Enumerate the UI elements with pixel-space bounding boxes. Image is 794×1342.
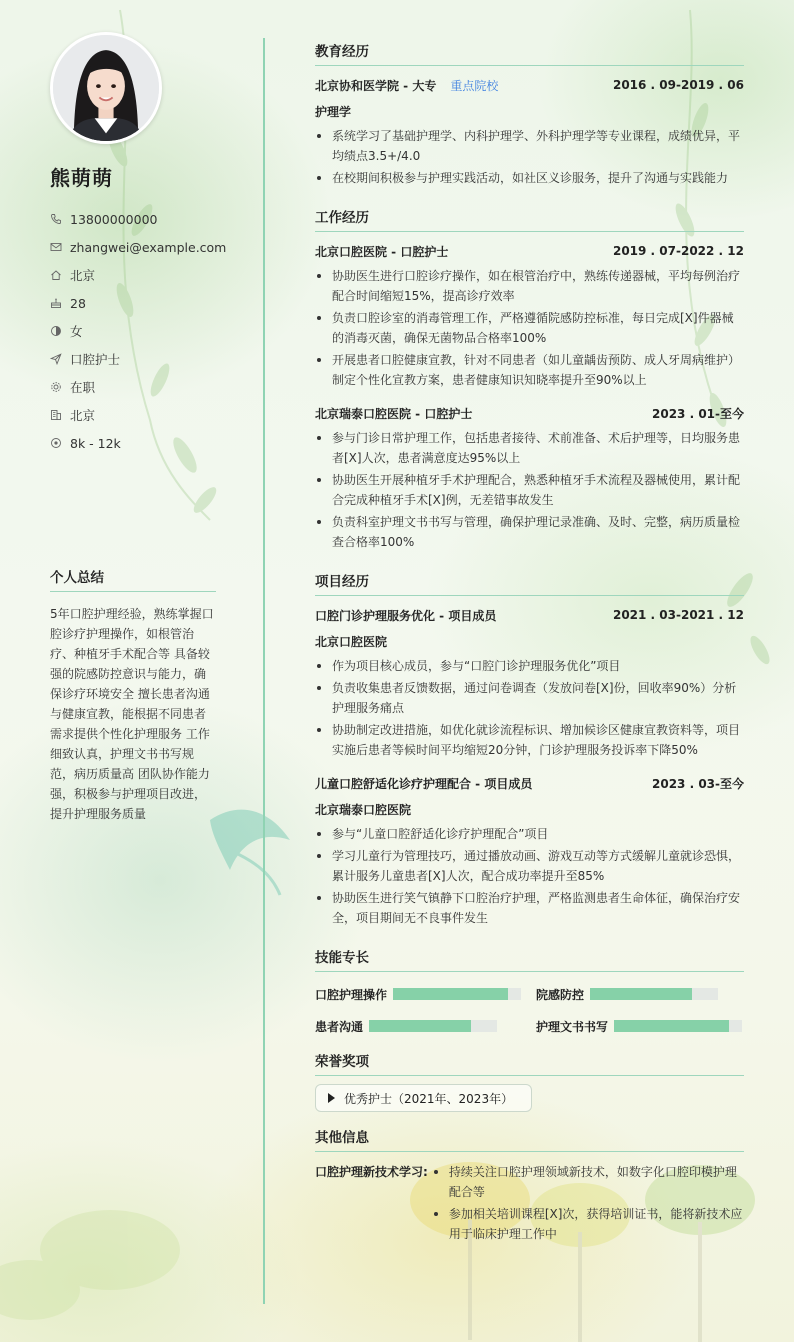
work-title: 工作经历 <box>315 206 744 232</box>
other-title: 其他信息 <box>315 1126 744 1152</box>
list-item: 作为项目核心成员，参与“口腔门诊护理服务优化”项目 <box>315 656 744 676</box>
gender-text: 女 <box>70 324 83 339</box>
education-section <box>315 40 744 188</box>
skill-item <box>315 1016 536 1036</box>
skill-bar <box>369 1020 497 1032</box>
list-item: 负责收集患者反馈数据，通过问卷调查（发放问卷[X]份，回收率90%）分析护理服务痛点 <box>315 678 744 718</box>
school-heading <box>315 77 498 94</box>
home-icon <box>50 269 62 281</box>
info-phone <box>50 205 216 233</box>
building-icon <box>50 409 62 421</box>
skill-name: 护理文书书写 <box>536 1019 609 1034</box>
list-item: 协助医生进行口腔诊疗操作，如在根管治疗中，熟练传递器械，平均每例治疗配合时间缩短15%，提高诊疗效率 <box>315 266 744 306</box>
work-section <box>315 206 744 552</box>
info-gender <box>50 317 216 345</box>
summary-text: 5年口腔护理经验，熟练掌握口腔诊疗护理操作，如根管治疗、种植牙手术配合等 具备较强的院感防控意识与能力，确保诊疗环境安全 擅长患者沟通与健康宣教，能根据不同患者需求提供个性化护理服务 工作细致认真，护理文书书写规范，病历质量高 团队协作能力强，积极参与护理项目改进，提升护理服务质量 <box>50 607 214 821</box>
phone-icon <box>50 213 62 225</box>
entry-header <box>315 606 744 624</box>
location-text: 北京 <box>70 268 96 283</box>
project-bullets <box>315 656 744 760</box>
info-location <box>50 261 216 289</box>
school-name: 北京协和医学院 - 大专 <box>315 78 437 93</box>
entry-header <box>315 774 744 792</box>
awards-title: 荣誉奖项 <box>315 1050 744 1076</box>
list-item: 持续关注口腔护理领域新技术，如数字化口腔印模护理配合等 <box>432 1162 744 1202</box>
work-bullets <box>315 428 744 552</box>
projects-title: 项目经历 <box>315 570 744 596</box>
coin-icon <box>50 437 62 449</box>
list-item: 参加相关培训课程[X]次，获得培训证书，能将新技术应用于临床护理工作中 <box>432 1204 744 1244</box>
list-item: 开展患者口腔健康宣教，针对不同患者（如儿童龋齿预防、成人牙周病维护）制定个性化宣教方案，患者健康知识知晓率提升至90%以上 <box>315 350 744 390</box>
info-job-title <box>50 345 216 373</box>
list-item: 协助制定改进措施，如优化就诊流程标识、增加候诊区健康宣教资料等，项目实施后患者等候时间平均缩短20分钟，门诊护理服务投诉率下降50% <box>315 720 744 760</box>
portrait-image <box>53 35 159 141</box>
other-entry <box>315 1162 744 1246</box>
entry-header <box>315 242 744 260</box>
project-date: 2023 . 03-至今 <box>652 776 744 791</box>
work-entry <box>315 404 744 552</box>
list-item: 协助医生进行笑气镇静下口腔治疗护理，严格监测患者生命体征，确保治疗安全，项目期间无不良事件发生 <box>315 888 744 928</box>
work-entry <box>315 242 744 390</box>
summary-title: 个人总结 <box>50 566 216 592</box>
list-item: 负责科室护理文书书写与管理，确保护理记录准确、及时、完整，病历质量检查合格率100% <box>315 512 744 552</box>
list-item: 参与“儿童口腔舒适化诊疗护理配合”项目 <box>315 824 744 844</box>
school-tag: 重点院校 <box>450 78 499 93</box>
phone-text: 13800000000 <box>70 211 158 227</box>
skills-grid <box>315 984 744 1036</box>
skill-name: 口腔护理操作 <box>315 987 388 1002</box>
award-text: 优秀护士（2021年、2023年） <box>344 1091 514 1106</box>
list-item: 在校期间积极参与护理实践活动，如社区义诊服务，提升了沟通与实践能力 <box>315 168 744 188</box>
salary-text: 8k - 12k <box>70 435 121 451</box>
city-text: 北京 <box>70 408 96 423</box>
column-divider <box>263 38 265 1304</box>
project-entry <box>315 774 744 928</box>
age-text: 28 <box>70 295 86 311</box>
info-email <box>50 233 227 261</box>
job-title-text: 口腔护士 <box>70 352 121 367</box>
list-item: 参与门诊日常护理工作，包括患者接待、术前准备、术后护理等，日均服务患者[X]人次，患者满意度达95%以上 <box>315 428 744 468</box>
info-status <box>50 373 216 401</box>
skill-item <box>536 1016 744 1036</box>
other-label: 口腔护理新技术学习: <box>315 1165 428 1179</box>
list-item: 协助医生开展种植牙手术护理配合，熟悉种植牙手术流程及器械使用，累计配合完成种植牙手术[X]例，无差错事故发生 <box>315 470 744 510</box>
contact-info-list <box>50 205 227 457</box>
project-heading: 儿童口腔舒适化诊疗护理配合 - 项目成员 <box>315 776 533 791</box>
education-bullets <box>315 126 744 188</box>
skill-bar-fill <box>614 1020 729 1032</box>
education-date: 2016 . 09-2019 . 06 <box>612 78 744 92</box>
list-item: 系统学习了基础护理学、内科护理学、外科护理学等专业课程，成绩优异，平均绩点3.5+/4.0 <box>315 126 744 166</box>
settings-icon <box>50 381 62 393</box>
skill-name: 院感防控 <box>536 987 585 1002</box>
cake-icon <box>50 297 62 309</box>
skill-bar-fill <box>369 1020 471 1032</box>
major: 护理学 <box>315 105 352 119</box>
skill-name: 患者沟通 <box>315 1019 364 1034</box>
entry-header <box>315 404 744 422</box>
profile-column <box>50 32 227 457</box>
projects-section <box>315 570 744 928</box>
skill-bar-fill <box>393 988 508 1000</box>
project-org: 北京瑞泰口腔医院 <box>315 803 412 817</box>
work-heading: 北京口腔医院 - 口腔护士 <box>315 244 449 259</box>
triangle-right-icon <box>328 1093 335 1103</box>
list-item: 学习儿童行为管理技巧，通过播放动画、游戏互动等方式缓解儿童就诊恐惧，累计服务儿童患者[X]人次，配合成功率提升至85% <box>315 846 744 886</box>
work-heading: 北京瑞泰口腔医院 - 口腔护士 <box>315 406 473 421</box>
project-org: 北京口腔医院 <box>315 635 388 649</box>
other-section <box>315 1126 744 1246</box>
other-bullets <box>432 1162 744 1246</box>
education-title: 教育经历 <box>315 40 744 66</box>
mail-icon <box>50 241 62 253</box>
gender-icon <box>50 325 62 337</box>
awards-section <box>315 1050 744 1112</box>
education-entry <box>315 76 744 188</box>
info-city <box>50 401 216 429</box>
summary-section <box>50 566 216 824</box>
skill-bar <box>590 988 718 1000</box>
project-date: 2021 . 03-2021 . 12 <box>612 608 744 622</box>
work-date: 2023 . 01-至今 <box>652 406 744 421</box>
info-age <box>50 289 216 317</box>
send-icon <box>50 353 62 365</box>
avatar <box>50 32 162 144</box>
project-bullets <box>315 824 744 928</box>
status-text: 在职 <box>70 380 96 395</box>
candidate-name: 熊萌萌 <box>50 166 113 190</box>
skill-bar <box>393 988 521 1000</box>
main-column <box>315 40 744 1264</box>
skill-item <box>536 984 744 1004</box>
skill-bar <box>614 1020 742 1032</box>
project-heading: 口腔门诊护理服务优化 - 项目成员 <box>315 608 497 623</box>
project-entry <box>315 606 744 760</box>
skill-bar-fill <box>590 988 692 1000</box>
entry-header <box>315 76 744 94</box>
skills-title: 技能专长 <box>315 946 744 972</box>
email-text: zhangwei@example.com <box>70 239 227 255</box>
work-bullets <box>315 266 744 390</box>
skills-section <box>315 946 744 1036</box>
award-toggle[interactable] <box>315 1084 532 1112</box>
info-salary <box>50 429 216 457</box>
skill-item <box>315 984 536 1004</box>
work-date: 2019 . 07-2022 . 12 <box>612 244 744 258</box>
list-item: 负责口腔诊室的消毒管理工作，严格遵循院感防控标准，每日完成[X]件器械的消毒灭菌，确保无菌物品合格率100% <box>315 308 744 348</box>
